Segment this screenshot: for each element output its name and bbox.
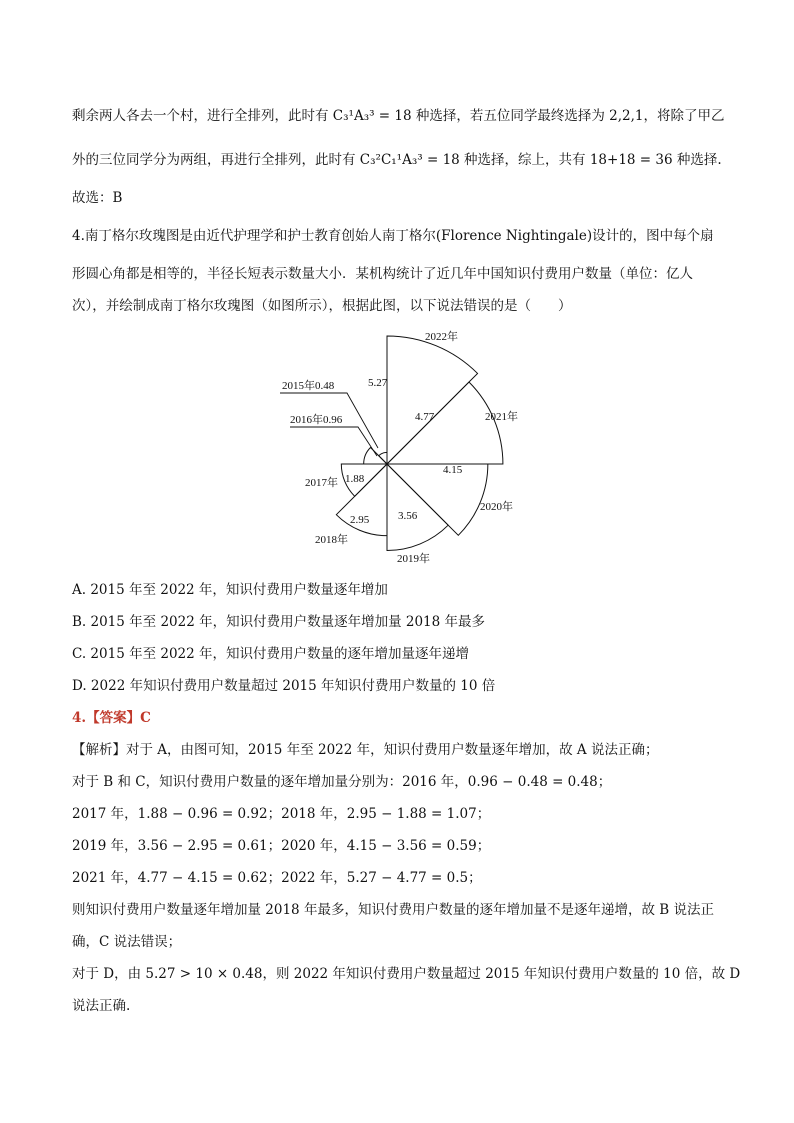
rose-sector-2022年 [387, 336, 478, 464]
option-c: C. 2015 年至 2022 年，知识付费用户数量的逐年增加量逐年递增 [72, 646, 470, 662]
chart-label-v2017: 1.88 [345, 473, 365, 485]
prev-solution-line-1: 剩余两人各去一个村，进行全排列，此时有 C₃¹A₃³ = 18 种选择，若五位同学最终选择为 2,2,1，将除了甲乙 [72, 108, 725, 124]
question-line-3: 次），并绘制成南丁格尔玫瑰图（如图所示），根据此图，以下说法错误的是（ ） [72, 298, 572, 314]
chart-label-y2018: 2018年 [315, 534, 348, 546]
chart-label-v2019: 3.56 [398, 510, 418, 522]
option-a: A. 2015 年至 2022 年，知识付费用户数量逐年增加 [72, 582, 388, 598]
solution-line-4: 2019 年，3.56 − 2.95 = 0.61；2020 年，4.15 − 3.56 = 0.59； [72, 838, 491, 854]
rose-sector-2021年 [387, 382, 503, 464]
leader-line-1 [290, 427, 377, 456]
chart-label-v2020: 4.15 [443, 464, 463, 476]
prev-answer: 故选：B [72, 190, 123, 206]
solution-line-2: 对于 B 和 C，知识付费用户数量的逐年增加量分别为：2016 年，0.96 − 0.48 = 0.48； [72, 774, 612, 790]
chart-label-y2017: 2017年 [305, 477, 338, 489]
option-d: D. 2022 年知识付费用户数量超过 2015 年知识付费用户数量的 10 倍 [72, 678, 496, 694]
solution-line-5: 2021 年，4.77 − 4.15 = 0.62；2022 年，5.27 − 4.77 = 0.5； [72, 870, 482, 886]
solution-line-9: 说法正确. [72, 998, 131, 1014]
question-line-2: 形圆心角都是相等的，半径长短表示数量大小．某机构统计了近几年中国知识付费用户数量（单位：亿人 [72, 266, 693, 282]
chart-label-y2016: 2016年0.96 [290, 414, 343, 426]
nightingale-rose-chart [270, 320, 540, 565]
chart-label-y2022: 2022年 [425, 331, 458, 343]
solution-line-3: 2017 年，1.88 − 0.96 = 0.92；2018 年，2.95 − 1.88 = 1.07； [72, 806, 491, 822]
chart-label-v2022: 5.27 [368, 377, 388, 389]
rose-sector-2019年 [387, 464, 448, 551]
answer-label: 4.【答案】C [72, 710, 151, 726]
option-b: B. 2015 年至 2022 年，知识付费用户数量逐年增加量 2018 年最多 [72, 614, 486, 630]
chart-label-v2021: 4.77 [415, 411, 435, 423]
chart-label-y2019: 2019年 [397, 553, 430, 565]
solution-line-6: 则知识付费用户数量逐年增加量 2018 年最多，知识付费用户数量的逐年增加量不是逐年递增，故 B 说法正 [72, 902, 714, 918]
chart-label-y2021: 2021年 [485, 411, 518, 423]
rose-sector-2016年 [364, 448, 387, 464]
chart-label-y2020: 2020年 [480, 501, 513, 513]
solution-line-1: 【解析】对于 A，由图可知，2015 年至 2022 年，知识付费用户数量逐年增加，故 A 说法正确； [72, 742, 659, 758]
chart-label-v2018: 2.95 [350, 514, 370, 526]
question-line-1: 4.南丁格尔玫瑰图是由近代护理学和护士教育创始人南丁格尔(Florence Nightingale)设计的，图中每个扇 [72, 228, 714, 244]
chart-label-y2015: 2015年0.48 [282, 380, 335, 392]
rose-sector-2015年 [379, 452, 387, 464]
prev-solution-line-2: 外的三位同学分为两组，再进行全排列，此时有 C₃²C₁¹A₃³ = 18 种选择，综上，共有 18+18 = 36 种选择. [72, 152, 722, 168]
solution-line-7: 确，C 说法错误； [72, 934, 182, 950]
rose-sector-2020年 [387, 464, 488, 535]
solution-line-8: 对于 D，由 5.27 > 10 × 0.48，则 2022 年知识付费用户数量超过 2015 年知识付费用户数量的 10 倍，故 D [72, 966, 741, 982]
